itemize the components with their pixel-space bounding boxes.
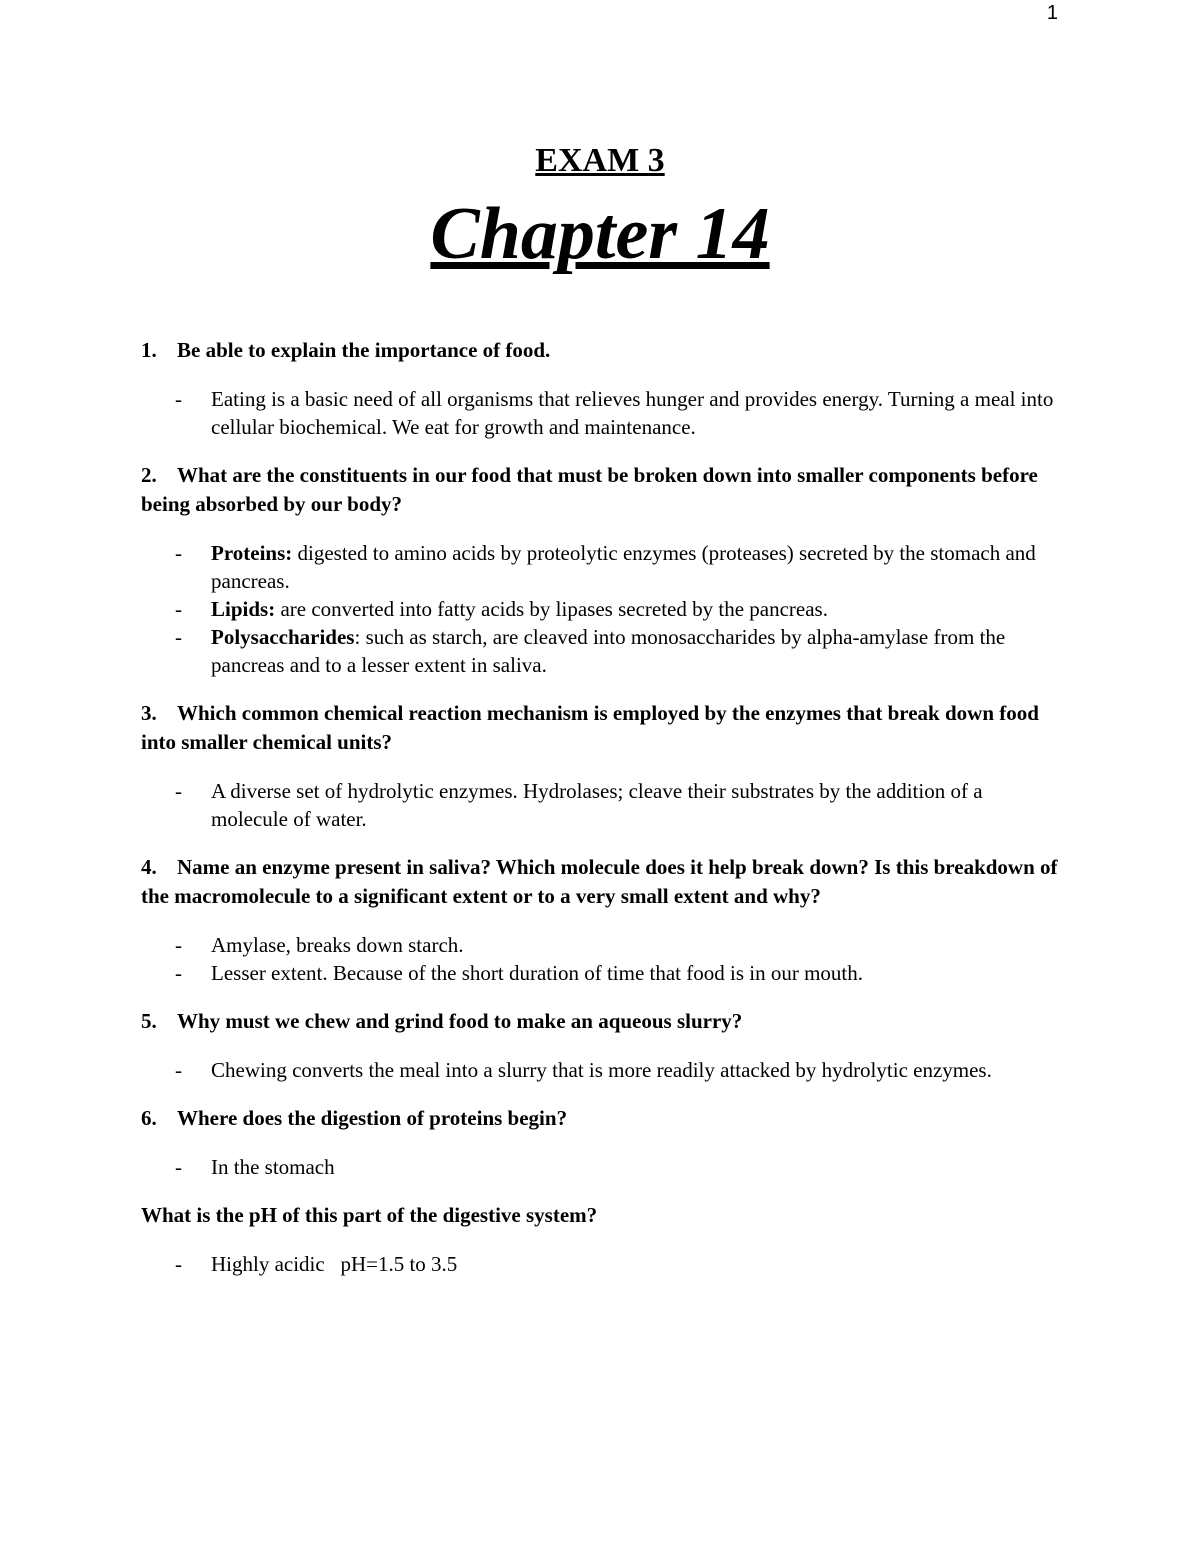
question-6-followup	[141, 1201, 1061, 1230]
answer-text: Highly acidic pH=1.5 to 3.5	[211, 1252, 458, 1276]
question-text: Name an enzyme present in saliva? Which molecule does it help break down? Is this breakdown of the macromolecule to a significant extent or to a very small extent and why?	[141, 855, 1058, 908]
answer-item	[141, 623, 1061, 679]
answer-item	[141, 385, 1061, 441]
answer-term: Polysaccharides	[211, 625, 355, 649]
answer-text: : such as starch, are cleaved into monosaccharides by alpha-amylase from the pancreas and to a lesser extent in saliva.	[211, 625, 1006, 677]
answer-item	[141, 595, 1061, 623]
answer-list	[141, 385, 1061, 441]
answer-list	[141, 1056, 1061, 1084]
question-text: What is the pH of this part of the digestive system?	[141, 1203, 598, 1227]
answer-text: Eating is a basic need of all organisms that relieves hunger and provides energy. Turning a meal into cellular biochemical. We eat for growth and maintenance.	[211, 387, 1054, 439]
answer-item	[141, 959, 1061, 987]
answer-item	[141, 1153, 1061, 1181]
answer-item	[141, 1250, 1061, 1278]
answer-text: Chewing converts the meal into a slurry that is more readily attacked by hydrolytic enzymes.	[211, 1058, 992, 1082]
answer-text: digested to amino acids by proteolytic enzymes (proteases) secreted by the stomach and pancreas.	[211, 541, 1036, 593]
answer-list	[141, 539, 1061, 679]
question-number: 2.	[141, 463, 157, 487]
question-1	[141, 336, 1061, 365]
exam-title: EXAM 3	[535, 142, 665, 179]
chapter-title: Chapter 14	[430, 193, 770, 275]
answer-term: Proteins:	[211, 541, 293, 565]
question-text: Which common chemical reaction mechanism is employed by the enzymes that break down food into smaller chemical units?	[141, 701, 1039, 754]
answer-list	[141, 777, 1061, 833]
question-6	[141, 1104, 1061, 1133]
question-number: 6.	[141, 1106, 157, 1130]
answer-list	[141, 1250, 1061, 1278]
answer-list	[141, 1153, 1061, 1181]
answer-item	[141, 1056, 1061, 1084]
question-2	[141, 461, 1061, 519]
question-text: What are the constituents in our food that must be broken down into smaller components before being absorbed by our body?	[141, 463, 1038, 516]
question-4	[141, 853, 1061, 911]
question-number: 1.	[141, 338, 157, 362]
answer-text: In the stomach	[211, 1155, 335, 1179]
answer-text: Lesser extent. Because of the short duration of time that food is in our mouth.	[211, 961, 864, 985]
question-number: 3.	[141, 701, 157, 725]
question-list	[141, 336, 1061, 1298]
question-3	[141, 699, 1061, 757]
answer-list	[141, 931, 1061, 987]
answer-item	[141, 931, 1061, 959]
question-text: Why must we chew and grind food to make an aqueous slurry?	[177, 1009, 743, 1033]
answer-text: Amylase, breaks down starch.	[211, 933, 464, 957]
question-5	[141, 1007, 1061, 1036]
question-text: Be able to explain the importance of food.	[177, 338, 551, 362]
page-number: 1	[1046, 2, 1058, 24]
answer-text: A diverse set of hydrolytic enzymes. Hydrolases; cleave their substrates by the addition of a molecule of water.	[211, 779, 983, 831]
answer-item	[141, 777, 1061, 833]
answer-term: Lipids:	[211, 597, 276, 621]
answer-item	[141, 539, 1061, 595]
question-number: 5.	[141, 1009, 157, 1033]
question-number: 4.	[141, 855, 157, 879]
answer-text: are converted into fatty acids by lipases secreted by the pancreas.	[275, 597, 828, 621]
question-text: Where does the digestion of proteins begin?	[177, 1106, 568, 1130]
